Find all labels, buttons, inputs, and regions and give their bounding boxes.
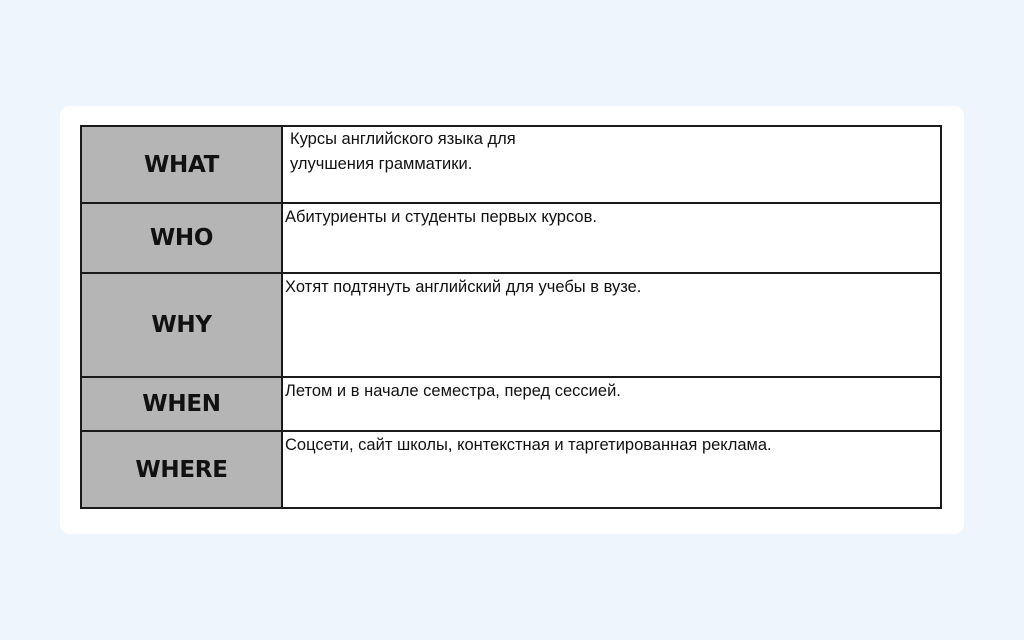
key-cell-when: WHEN [81, 377, 282, 431]
value-cell-what [282, 126, 941, 203]
value-text-who: Абитуриенты и студенты первых курсов. [285, 208, 597, 226]
value-cell-when [282, 377, 941, 431]
key-cell-why: WHY [81, 273, 282, 377]
key-cell-who: WHO [81, 203, 282, 273]
value-cell-where [282, 431, 941, 508]
value-cell-who [282, 203, 941, 273]
value-text-when: Летом и в начале семестра, перед сессией. [285, 382, 621, 400]
key-cell-what: WHAT [81, 126, 282, 203]
five-w-table [80, 125, 942, 509]
table-row-who [81, 203, 941, 273]
key-cell-where: WHERE [81, 431, 282, 508]
value-text-where: Соцсети, сайт школы, контекстная и таргетированная реклама. [285, 436, 772, 454]
table-row-when [81, 377, 941, 431]
value-text-why: Хотят подтянуть английский для учебы в вузе. [285, 278, 642, 296]
table-row-what [81, 126, 941, 203]
table-row-where [81, 431, 941, 508]
value-cell-why [282, 273, 941, 377]
table-row-why [81, 273, 941, 377]
value-text-what: Курсы английского языка для улучшения грамматики. [290, 130, 516, 173]
